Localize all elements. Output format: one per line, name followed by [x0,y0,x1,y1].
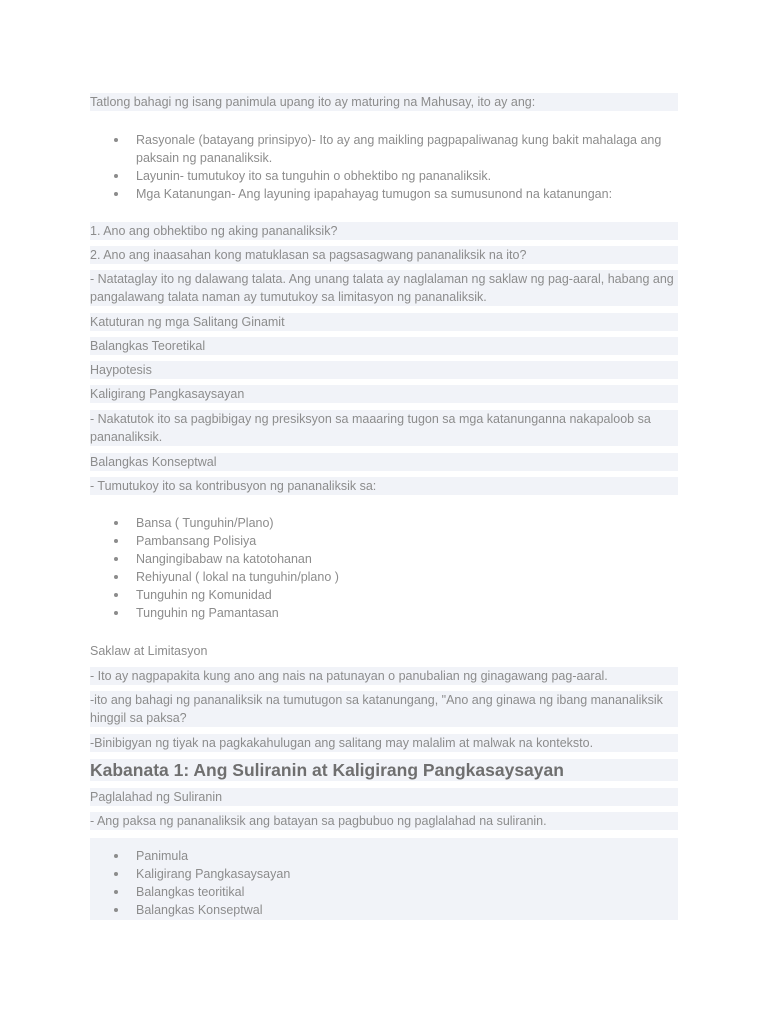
list-item: Balangkas teoritikal [90,883,678,901]
bullet-icon [114,611,118,615]
hypothesis-description: - Nakatutok ito sa pagbibigay ng presiksyon sa maaaring tugon sa mga katanunganna nakapaloob sa pananaliksik. [90,410,678,446]
list-item: Rehiyunal ( lokal na tunguhin/plano ) [90,568,678,586]
chapter-bullet-list [90,838,678,920]
list-item: Nangingibabaw na katotohanan [90,550,678,568]
list-item: Rasyonale (batayang prinsipyo)- Ito ay ang maikling pagpapaliwanag kung bakit mahalaga ang paksain ng pananaliksik. [90,131,678,167]
bullet-icon [114,890,118,894]
section-title-saklaw-limitasyon: Saklaw at Limitasyon [90,644,208,658]
list-item: Kaligirang Pangkasaysayan [90,865,678,883]
bullet-icon [114,593,118,597]
bullet-icon [114,908,118,912]
list-item: Mga Katanungan- Ang layuning ipapahayag tumugon sa sumusunond na katanungan: [90,185,678,203]
section-title-balangkas-teoretikal: Balangkas Teoretikal [90,337,678,355]
section-title-haypotesis: Haypotesis [90,361,678,379]
section-title-balangkas-konseptwal: Balangkas Konseptwal [90,453,678,471]
intro-paragraph: Tatlong bahagi ng isang panimula upang ito ay maturing na Mahusay, ito ay ang: [90,93,678,111]
list-item: Tunguhin ng Pamantasan [90,604,678,622]
bullet-icon [114,174,118,178]
bullet-icon [114,872,118,876]
list-item: Panimula [90,847,678,865]
bullet-icon [114,539,118,543]
document-content [90,93,678,920]
list-item: Pambansang Polisiya [90,532,678,550]
section-title-paglalahad: Paglalahad ng Suliranin [90,788,678,806]
scope-paragraph-2: -ito ang bahagi ng pananaliksik na tumutugon sa katanungang, "Ano ang ginawa ng ibang mananaliksik hinggil sa paksa? [90,691,678,727]
bullet-icon [114,854,118,858]
list-item: Balangkas Konseptwal [90,901,678,919]
scope-description: - Natataglay ito ng dalawang talata. Ang unang talata ay naglalaman ng saklaw ng pag-aaral, habang ang pangalawang talata naman ay tumutukoy sa limitasyon ng pananaliksik. [90,270,678,306]
question-1: 1. Ano ang obhektibo ng aking pananaliksik? [90,222,678,240]
contribution-intro: - Tumutukoy ito sa kontribusyon ng pananaliksik sa: [90,477,678,495]
question-2: 2. Ano ang inaasahan kong matuklasan sa pagsasagwang pananaliksik na ito? [90,246,678,264]
bullet-icon [114,521,118,525]
intro-bullet-list [90,131,678,203]
bullet-icon [114,192,118,196]
list-item: Bansa ( Tunguhin/Plano) [90,514,678,532]
chapter-heading: Kabanata 1: Ang Suliranin at Kaligirang Pangkasaysayan [90,759,678,781]
contribution-bullet-list [90,514,678,622]
bullet-icon [114,138,118,142]
bullet-icon [114,575,118,579]
list-item: Tunguhin ng Komunidad [90,586,678,604]
section-title-katuturan: Katuturan ng mga Salitang Ginamit [90,313,678,331]
section-title-kaligirang-pangkasaysayan: Kaligirang Pangkasaysayan [90,385,678,403]
list-item: Layunin- tumutukoy ito sa tunguhin o obhektibo ng pananaliksik. [90,167,678,185]
bullet-icon [114,557,118,561]
scope-paragraph-3: -Binibigyan ng tiyak na pagkakahulugan ang salitang may malalim at malwak na konteksto. [90,734,678,752]
scope-paragraph-1: - Ito ay nagpapakita kung ano ang nais na patunayan o panubalian ng ginagawang pag-aaral. [90,667,678,685]
problem-statement-paragraph: - Ang paksa ng pananaliksik ang batayan sa pagbubuo ng paglalahad na suliranin. [90,812,678,830]
